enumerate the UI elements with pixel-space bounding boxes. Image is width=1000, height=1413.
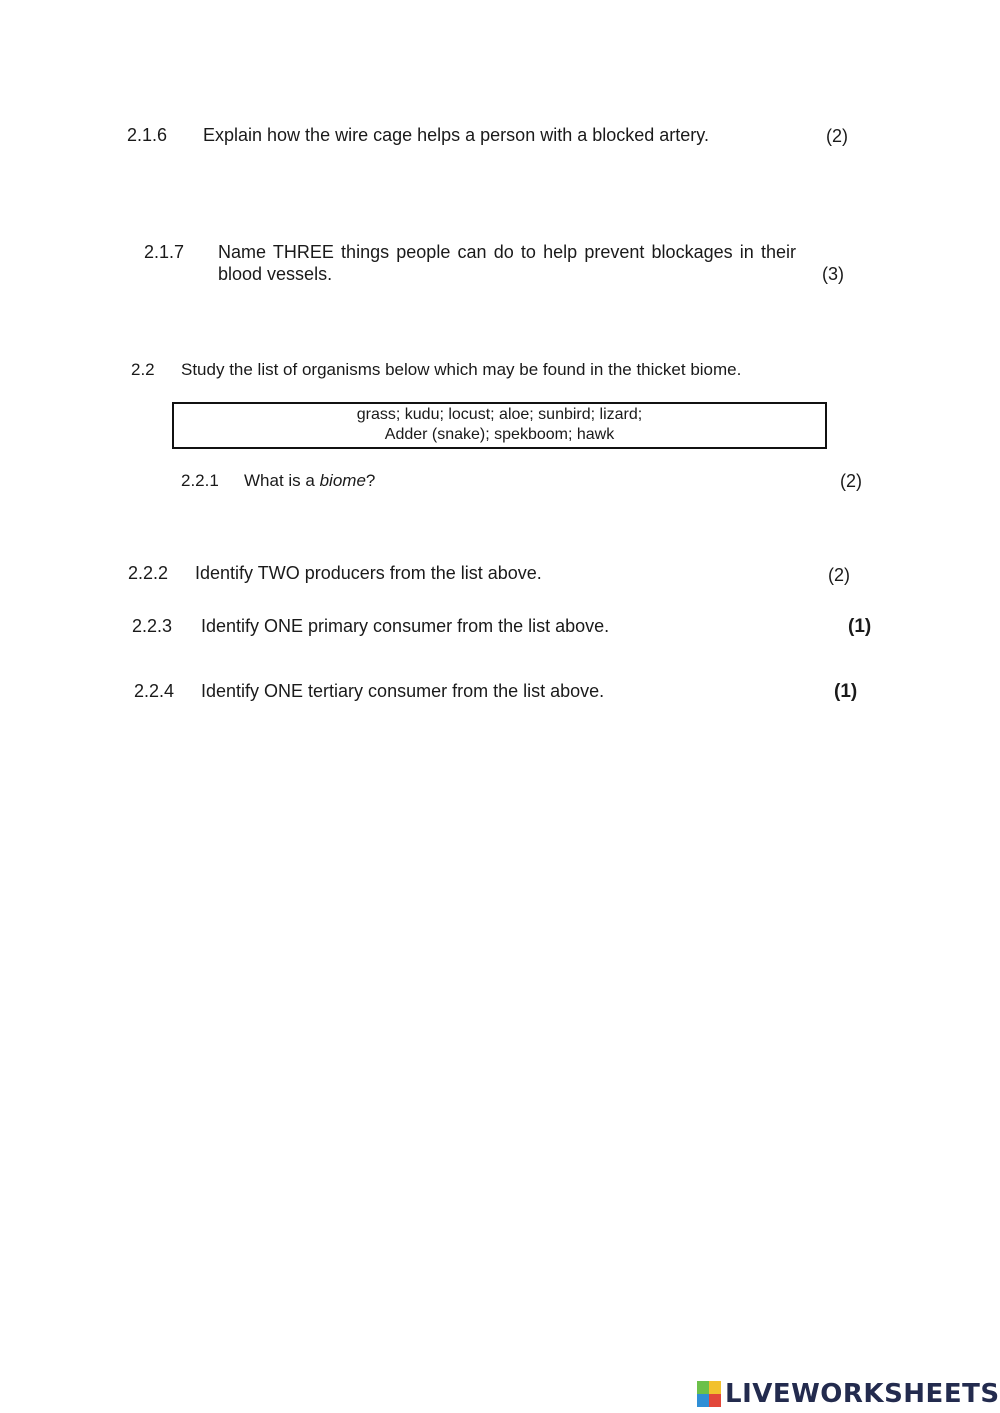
- question-number-2-2-2: 2.2.2: [128, 563, 169, 583]
- question-text-2-1-6: Explain how the wire cage helps a person with a blocked artery.: [203, 125, 709, 145]
- question-text-2-2-3: Identify ONE primary consumer from the list above.: [201, 616, 610, 636]
- question-number-2-2-4: 2.2.4: [134, 681, 175, 701]
- question-number-2-2-3: 2.2.3: [132, 616, 173, 636]
- question-number-2-2-1: 2.2.1: [181, 471, 219, 490]
- question-text-2-2-4: Identify ONE tertiary consumer from the list above.: [201, 681, 605, 701]
- question-text-2-1-7: Name THREE things people can do to help prevent blockages in their blood vessels.: [218, 242, 796, 284]
- question-text-2-2-1-start: What is a: [244, 471, 320, 490]
- organism-list-line-1: grass; kudu; locust; aloe; sunbird; lizard;: [356, 406, 643, 423]
- question-marks-2-2-2: (2): [828, 565, 850, 585]
- question-marks-2-2-1: (2): [840, 471, 862, 491]
- liveworksheets-logo-icon: [697, 1381, 721, 1407]
- question-number-2-2: 2.2: [131, 360, 155, 379]
- organism-list-line-2: Adder (snake); spekboom; hawk: [384, 426, 615, 443]
- liveworksheets-watermark: [697, 1378, 1000, 1410]
- question-text-2-2-2: Identify TWO producers from the list above.: [195, 563, 542, 583]
- question-marks-2-1-6: (2): [826, 126, 848, 146]
- question-marks-2-1-7: (3): [822, 264, 844, 284]
- question-text-2-2-1-emphasis: biome: [319, 471, 366, 490]
- question-marks-2-2-4: (1): [834, 681, 858, 702]
- organism-list-box: [172, 402, 827, 449]
- question-text-2-2: Study the list of organisms below which may be found in the thicket biome.: [181, 360, 742, 379]
- question-text-2-2-1-end: ?: [365, 471, 376, 490]
- question-number-2-1-7: 2.1.7: [144, 242, 185, 262]
- liveworksheets-watermark-text: LIVEWORKSHEETS: [725, 1379, 1000, 1409]
- question-marks-2-2-3: (1): [848, 616, 872, 637]
- question-number-2-1-6: 2.1.6: [127, 125, 168, 145]
- question-text-2-2-1: [244, 471, 375, 491]
